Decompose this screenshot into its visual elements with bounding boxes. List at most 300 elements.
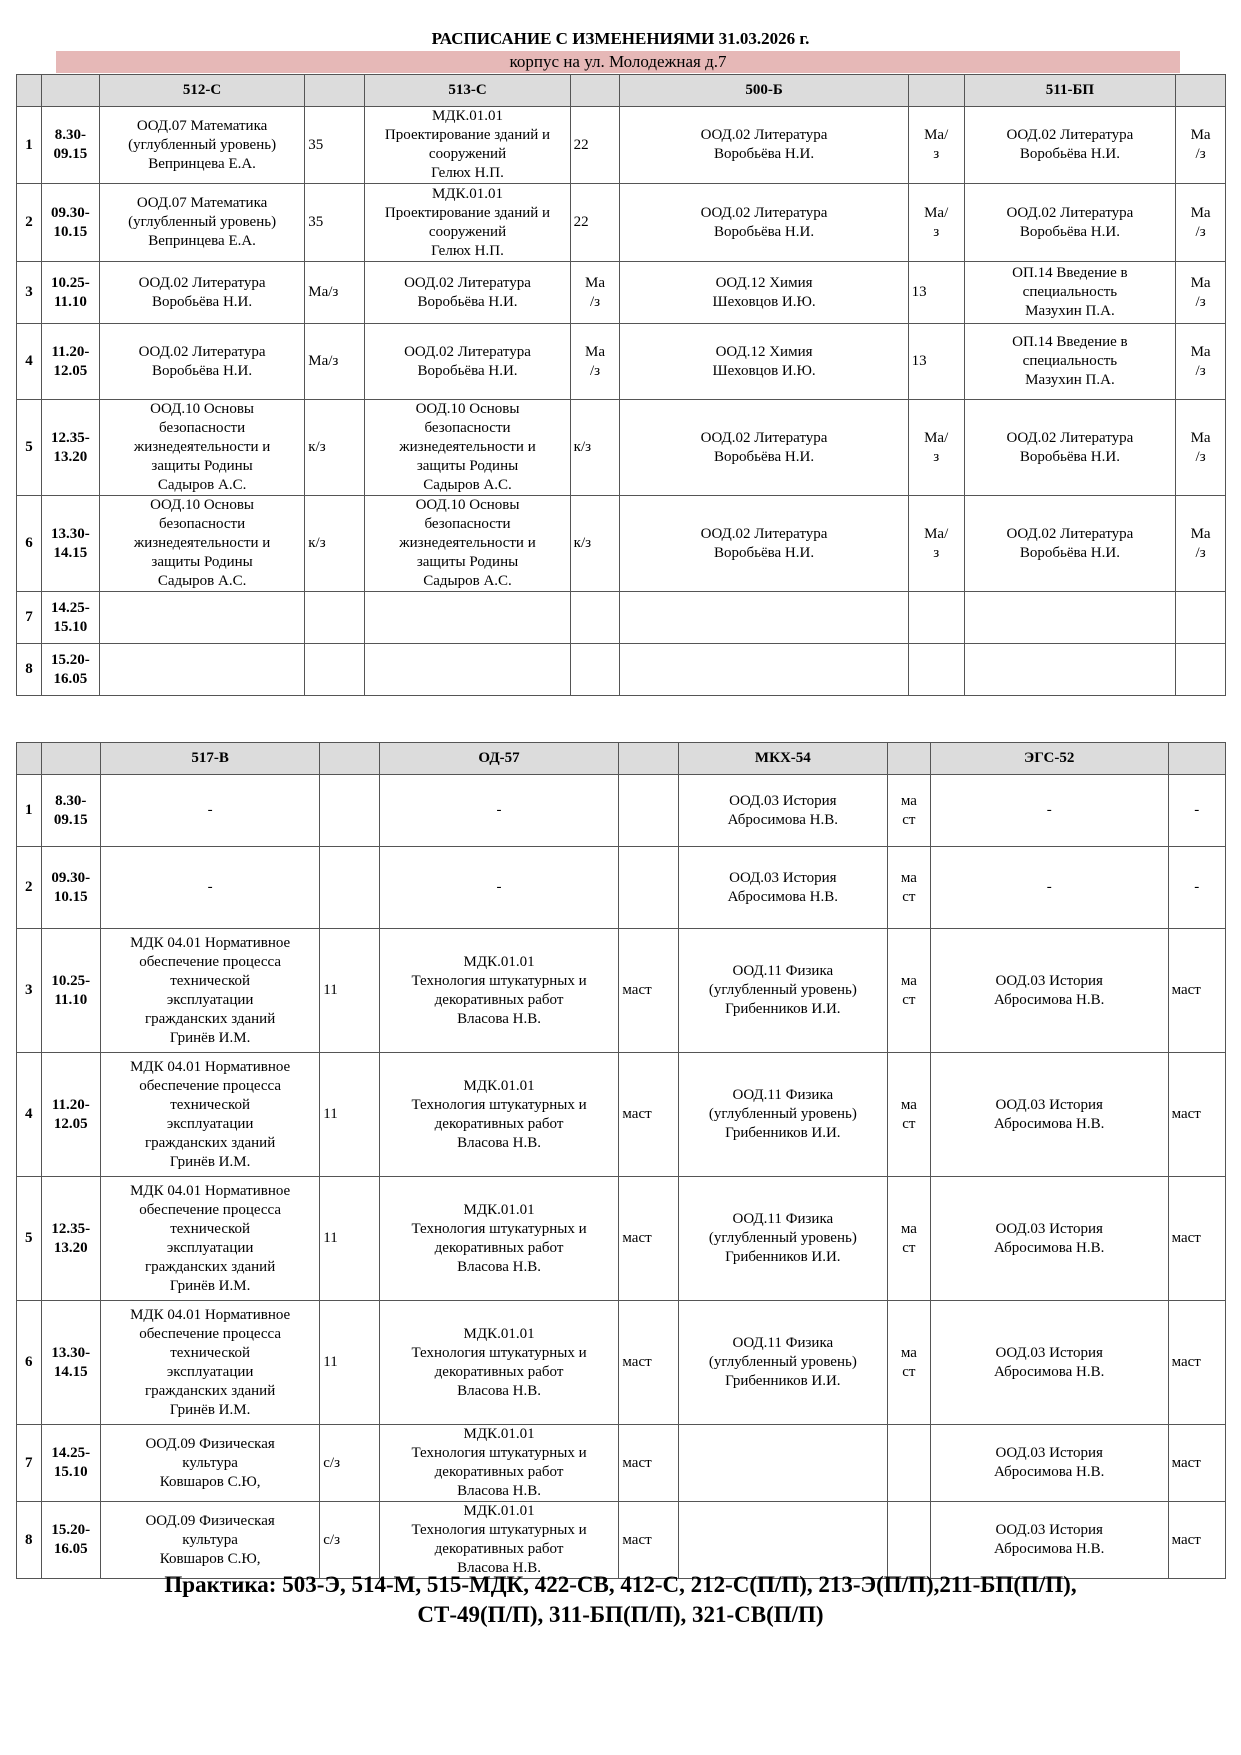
lesson-number: 7	[17, 1425, 42, 1502]
cell-line: Ма	[585, 274, 606, 291]
cell-line: МДК.01.01	[463, 1077, 535, 1094]
cell-line: /з	[1195, 146, 1206, 162]
lesson-time	[41, 929, 100, 1053]
cell-line: (углубленный уровень)	[708, 1230, 857, 1246]
room-cell	[320, 775, 379, 847]
cell-line: культура	[182, 1531, 238, 1548]
lesson-number: 5	[17, 1177, 42, 1301]
group-header: МКХ-54	[678, 743, 887, 775]
room-cell	[887, 1425, 930, 1502]
cell-line: ООД.07 Математика	[136, 195, 268, 211]
subject-cell	[379, 775, 619, 847]
cell-line: Абросимова Н.В.	[994, 1115, 1105, 1132]
cell-line: 15.20-	[51, 651, 90, 668]
cell-line: Ма	[1190, 204, 1211, 221]
room-cell	[619, 1425, 678, 1502]
subject-cell	[99, 644, 304, 696]
cell-line: ООД.02 Литература	[1006, 204, 1134, 221]
room-cell	[1176, 496, 1226, 592]
cell-line: к/з	[573, 439, 592, 455]
cell-line: Власова Н.В.	[457, 1560, 542, 1576]
cell-line: (углубленный уровень)	[128, 214, 277, 230]
cell-line: 11	[323, 982, 338, 998]
room-cell	[1176, 107, 1226, 184]
room-cell	[305, 324, 365, 400]
table-row	[17, 184, 1226, 262]
cell-line: гражданских зданий	[145, 1382, 276, 1399]
cell-line: 14.25-	[51, 1445, 91, 1461]
room-cell	[570, 644, 620, 696]
cell-line: Воробьёва Н.И.	[714, 223, 815, 240]
cell-line: 13	[911, 353, 927, 369]
cell-line: декоративных работ	[434, 1115, 564, 1132]
lesson-time	[41, 775, 100, 847]
room-cell	[619, 775, 678, 847]
subject-cell	[365, 400, 570, 496]
cell-line: Гелюх Н.П.	[431, 165, 504, 181]
lesson-number: 3	[17, 929, 42, 1053]
room-cell	[305, 592, 365, 644]
cell-line: обеспечение процесса	[139, 1201, 282, 1218]
cell-line: 10.25-	[51, 274, 90, 291]
cell-line: Воробьёва Н.И.	[714, 544, 815, 561]
subject-cell	[930, 1425, 1168, 1502]
room-cell	[887, 1301, 930, 1425]
subject-cell	[379, 1301, 619, 1425]
cell-line: маст	[1171, 1454, 1201, 1471]
cell-line: 15.20-	[51, 1522, 91, 1538]
cell-line: 13.20	[53, 448, 88, 465]
cell-line: ООД.02 Литература	[700, 127, 828, 143]
cell-line: ООД.11 Физика	[732, 963, 834, 979]
cell-line: Вепринцева Е.А.	[148, 233, 256, 249]
subject-cell	[964, 644, 1176, 696]
cell-line: ООД.03 История	[729, 792, 837, 809]
cell-line: декоративных работ	[434, 1464, 564, 1480]
cell-line: Власова Н.В.	[457, 1382, 542, 1399]
cell-line: ООД.03 История	[995, 1344, 1103, 1361]
cell-line: Власова Н.В.	[457, 1258, 542, 1275]
cell-line: Технология штукатурных и	[411, 972, 587, 989]
cell-line: защиты Родины	[416, 458, 519, 474]
cell-line: эксплуатации	[166, 991, 254, 1008]
lesson-time	[41, 1301, 100, 1425]
cell-line: специальность	[1022, 353, 1118, 369]
subject-cell	[930, 929, 1168, 1053]
cell-line: Абросимова Н.В.	[994, 1239, 1105, 1256]
cell-line: ООД.02 Литература	[1006, 525, 1134, 542]
subject-cell	[365, 107, 570, 184]
room-cell	[887, 1502, 930, 1579]
group-header: 517-В	[101, 743, 320, 775]
room-cell	[1168, 775, 1225, 847]
practice-line-1: Практика: 503-Э, 514-М, 515-МДК, 422-СВ, 412-С, 212-С(П/П), 213-Э(П/П),211-БП(П/П),	[164, 1572, 1077, 1597]
cell-line: Воробьёва Н.И.	[1019, 223, 1120, 240]
cell-line: эксплуатации	[166, 1115, 254, 1132]
room-header	[320, 743, 379, 775]
cell-line: Абросимова Н.В.	[994, 1363, 1105, 1380]
lesson-number: 2	[17, 847, 42, 929]
cell-line: 12.05	[53, 362, 88, 379]
cell-line: 12.35-	[51, 1220, 91, 1237]
room-cell	[908, 644, 964, 696]
cell-line: маст	[622, 1354, 652, 1370]
subject-cell	[379, 1177, 619, 1301]
cell-line: маст	[1171, 1531, 1201, 1548]
cell-line: Абросимова Н.В.	[994, 1464, 1105, 1480]
room-cell	[908, 324, 964, 400]
cell-line: Абросимова Н.В.	[994, 1541, 1105, 1557]
lesson-time	[41, 1502, 100, 1579]
cell-line: Ковшаров С.Ю,	[159, 1473, 261, 1490]
cell-line: декоративных работ	[434, 991, 564, 1008]
cell-line: 14.15	[53, 544, 88, 561]
cell-line: -	[1046, 802, 1052, 818]
subject-cell	[99, 262, 304, 324]
room-header	[1176, 75, 1226, 107]
room-cell	[908, 496, 964, 592]
cell-line: декоративных работ	[434, 1239, 564, 1256]
cell-line: (углубленный уровень)	[708, 982, 857, 998]
group-header: ОД-57	[379, 743, 619, 775]
cell-line: гражданских зданий	[145, 1258, 276, 1275]
table-row	[17, 644, 1226, 696]
subject-cell	[964, 400, 1176, 496]
cell-line: безопасности	[424, 420, 511, 436]
cell-line: ОП.14 Введение в	[1012, 265, 1128, 281]
cell-line: 10.15	[53, 888, 88, 905]
room-cell	[908, 107, 964, 184]
cell-line: эксплуатации	[166, 1239, 254, 1256]
room-cell	[1168, 1053, 1225, 1177]
subject-cell	[101, 929, 320, 1053]
room-cell	[619, 1301, 678, 1425]
cell-line: 8.30-	[55, 792, 87, 809]
cell-line: обеспечение процесса	[139, 1325, 282, 1342]
subject-cell	[678, 1053, 887, 1177]
cell-line: ООД.10 Основы	[415, 401, 520, 417]
table-row	[17, 775, 1226, 847]
cell-line: Грибенников И.И.	[725, 1125, 841, 1141]
cell-line: 15.10	[53, 618, 88, 635]
subject-cell	[930, 1177, 1168, 1301]
room-cell	[619, 929, 678, 1053]
cell-line: Воробьёва Н.И.	[1019, 146, 1120, 162]
cell-line: ООД.02 Литература	[138, 274, 266, 291]
cell-line: Гринёв И.М.	[169, 1029, 251, 1046]
cell-line: ООД.03 История	[995, 1522, 1103, 1538]
cell-line: ООД.10 Основы	[150, 401, 254, 417]
room-cell	[887, 847, 930, 929]
subject-cell	[678, 1425, 887, 1502]
room-header	[619, 743, 678, 775]
cell-line: МДК 04.01 Нормативное	[130, 1306, 291, 1323]
lesson-number: 4	[17, 1053, 42, 1177]
room-cell	[305, 107, 365, 184]
subject-cell	[379, 1425, 619, 1502]
room-header	[1168, 743, 1225, 775]
cell-line: Гринёв И.М.	[169, 1401, 251, 1418]
subject-cell	[620, 400, 908, 496]
cell-line: Гринёв И.М.	[169, 1277, 251, 1294]
room-cell	[320, 929, 379, 1053]
cell-line: Абросимова Н.В.	[727, 888, 839, 905]
subject-cell	[379, 929, 619, 1053]
cell-line: МДК.01.01	[463, 1426, 535, 1442]
room-cell	[570, 324, 620, 400]
cell-line: Шеховцов И.Ю.	[712, 293, 816, 310]
lesson-time	[41, 644, 99, 696]
cell-line: 16.05	[53, 670, 88, 687]
cell-line: МДК.01.01	[463, 1325, 535, 1342]
cell-line: технической	[170, 1096, 251, 1113]
room-cell	[570, 400, 620, 496]
cell-line: Ма/	[924, 204, 949, 221]
subject-cell	[964, 496, 1176, 592]
cell-line: Технология штукатурных и	[411, 1220, 587, 1237]
subject-cell	[930, 1053, 1168, 1177]
subject-cell	[99, 107, 304, 184]
room-header	[570, 75, 620, 107]
cell-line: МДК.01.01	[431, 185, 504, 202]
subject-cell	[101, 847, 320, 929]
cell-line: МДК 04.01 Нормативное	[130, 1058, 291, 1075]
group-header: 500-Б	[620, 75, 908, 107]
room-cell	[619, 1502, 678, 1579]
cell-line: маст	[622, 1230, 652, 1246]
cell-line: 35	[308, 214, 324, 230]
lesson-time	[41, 592, 99, 644]
lesson-time	[41, 184, 99, 262]
cell-line: декоративных работ	[434, 1541, 564, 1557]
cell-line: ООД.02 Литература	[404, 343, 531, 360]
cell-line: Садыров А.С.	[423, 477, 512, 493]
room-cell	[570, 262, 620, 324]
subject-cell	[99, 324, 304, 400]
room-cell	[1176, 262, 1226, 324]
cell-line: ма	[900, 972, 917, 989]
cell-line: 14.25-	[51, 599, 90, 616]
lesson-number: 8	[17, 644, 42, 696]
cell-line: ООД.03 История	[995, 1220, 1103, 1237]
cell-line: гражданских зданий	[145, 1134, 276, 1151]
lesson-time	[41, 400, 99, 496]
cell-line: 13	[911, 284, 927, 300]
cell-line: /з	[1195, 362, 1206, 379]
cell-line: жизнедеятельности и	[133, 535, 271, 551]
cell-line: 10.15	[53, 223, 88, 240]
room-cell	[570, 184, 620, 262]
cell-line: 15.10	[53, 1464, 88, 1480]
subject-cell	[101, 1301, 320, 1425]
cell-line: Ма	[1190, 127, 1211, 143]
subject-cell	[99, 496, 304, 592]
subject-cell	[678, 775, 887, 847]
cell-line: МДК.01.01	[463, 1503, 535, 1519]
table-row	[17, 1177, 1226, 1301]
header-time	[41, 75, 99, 107]
cell-line: 11	[323, 1106, 338, 1122]
room-cell	[1176, 400, 1226, 496]
cell-line: з	[933, 544, 940, 561]
cell-line: Воробьёва Н.И.	[1019, 544, 1120, 561]
cell-line: Воробьёва Н.И.	[417, 362, 518, 379]
subject-cell	[101, 1177, 320, 1301]
cell-line: 11	[323, 1230, 338, 1246]
room-cell	[320, 1053, 379, 1177]
cell-line: 11	[323, 1354, 338, 1370]
cell-line: 09.15	[53, 811, 88, 828]
cell-line: специальность	[1022, 284, 1118, 300]
cell-line: Грибенников И.И.	[725, 1249, 841, 1265]
cell-line: жизнедеятельности и	[133, 439, 271, 455]
cell-line: ма	[900, 1220, 917, 1237]
table-row	[17, 929, 1226, 1053]
group-header: 512-С	[99, 75, 304, 107]
subject-cell	[365, 262, 570, 324]
subject-cell	[678, 847, 887, 929]
cell-line: защиты Родины	[151, 554, 253, 570]
room-cell	[570, 592, 620, 644]
cell-line: (углубленный уровень)	[708, 1354, 857, 1370]
lesson-time	[41, 1053, 100, 1177]
cell-line: Ма/	[924, 525, 949, 542]
header-num	[17, 75, 42, 107]
cell-line: технической	[170, 1344, 251, 1361]
cell-line: -	[1194, 802, 1200, 818]
room-cell	[1168, 1301, 1225, 1425]
subject-cell	[678, 929, 887, 1053]
subject-cell	[101, 1502, 320, 1579]
cell-line: Воробьёва Н.И.	[714, 448, 815, 465]
header-time	[41, 743, 100, 775]
cell-line: Ма/з	[308, 353, 339, 369]
cell-line: Мазухин П.А.	[1025, 303, 1115, 319]
cell-line: маст	[622, 982, 652, 998]
room-cell	[908, 184, 964, 262]
cell-line: 12.05	[53, 1115, 88, 1132]
subject-cell	[379, 1053, 619, 1177]
room-cell	[887, 1053, 930, 1177]
cell-line: Воробьёва Н.И.	[152, 362, 253, 379]
practice-footer	[0, 1570, 1241, 1630]
cell-line: 22	[573, 136, 589, 153]
lesson-number: 7	[17, 592, 42, 644]
cell-line: 22	[573, 214, 589, 230]
cell-line: (углубленный уровень)	[128, 136, 277, 153]
cell-line: -	[496, 879, 502, 895]
cell-line: Ма	[1190, 525, 1211, 542]
lesson-number: 1	[17, 775, 42, 847]
cell-line: с/з	[323, 1454, 341, 1471]
cell-line: маст	[1171, 1354, 1201, 1370]
cell-line: /з	[1195, 293, 1206, 310]
cell-line: 13.20	[53, 1239, 88, 1256]
lesson-number: 8	[17, 1502, 42, 1579]
cell-line: МДК 04.01 Нормативное	[130, 934, 291, 951]
cell-line: Власова Н.В.	[457, 1134, 542, 1151]
lesson-number: 1	[17, 107, 42, 184]
room-header	[908, 75, 964, 107]
subject-cell	[620, 262, 908, 324]
cell-line: ма	[900, 869, 917, 886]
subject-cell	[620, 644, 908, 696]
room-cell	[570, 496, 620, 592]
table-header-row	[17, 75, 1226, 107]
cell-line: ООД.12 Химия	[715, 343, 813, 360]
group-header: 513-С	[365, 75, 570, 107]
cell-line: маст	[1171, 1230, 1201, 1246]
cell-line: Технология штукатурных и	[411, 1096, 587, 1113]
table-row	[17, 262, 1226, 324]
cell-line: Воробьёва Н.И.	[417, 293, 518, 310]
room-cell	[320, 1502, 379, 1579]
cell-line: 11.20-	[51, 1096, 90, 1113]
cell-line: ма	[900, 1096, 917, 1113]
cell-line: -	[207, 802, 213, 818]
cell-line: сооружений	[428, 223, 507, 240]
subject-cell	[101, 775, 320, 847]
cell-line: -	[496, 802, 502, 818]
cell-line: ма	[900, 1344, 917, 1361]
cell-line: маст	[622, 1106, 652, 1122]
room-cell	[887, 1177, 930, 1301]
cell-line: 11.20-	[51, 343, 90, 360]
table-row	[17, 496, 1226, 592]
cell-line: ст	[902, 1363, 916, 1380]
cell-line: ООД.10 Основы	[415, 497, 520, 513]
subject-cell	[964, 324, 1176, 400]
subject-cell	[620, 184, 908, 262]
table-row	[17, 324, 1226, 400]
subject-cell	[964, 184, 1176, 262]
cell-line: ма	[900, 792, 917, 809]
table-row	[17, 1425, 1226, 1502]
lesson-time	[41, 324, 99, 400]
room-cell	[908, 262, 964, 324]
cell-line: МДК.01.01	[463, 953, 535, 970]
group-header: ЭГС-52	[930, 743, 1168, 775]
room-cell	[305, 644, 365, 696]
cell-line: защиты Родины	[151, 458, 253, 474]
lesson-number: 2	[17, 184, 42, 262]
room-cell	[305, 400, 365, 496]
cell-line: ст	[902, 991, 916, 1008]
cell-line: -	[207, 879, 213, 895]
subject-cell	[365, 644, 570, 696]
cell-line: культура	[182, 1454, 238, 1471]
cell-line: обеспечение процесса	[139, 1077, 282, 1094]
subject-cell	[964, 262, 1176, 324]
cell-line: 10.25-	[51, 972, 91, 989]
cell-line: технической	[170, 972, 251, 989]
cell-line: сооружений	[428, 146, 507, 162]
cell-line: 12.35-	[51, 429, 90, 446]
lesson-number: 4	[17, 324, 42, 400]
subject-cell	[678, 1177, 887, 1301]
subject-cell	[101, 1425, 320, 1502]
page-title: РАСПИСАНИЕ С ИЗМЕНЕНИЯМИ 31.03.2026 г.	[431, 29, 810, 48]
cell-line: 8.30-	[54, 127, 87, 143]
cell-line: безопасности	[159, 516, 246, 532]
room-cell	[619, 1177, 678, 1301]
cell-line: Гринёв И.М.	[169, 1153, 251, 1170]
cell-line: безопасности	[159, 420, 246, 436]
room-cell	[1168, 929, 1225, 1053]
cell-line: Вепринцева Е.А.	[148, 155, 256, 172]
room-cell	[320, 1177, 379, 1301]
cell-line: Технология штукатурных и	[411, 1344, 587, 1361]
